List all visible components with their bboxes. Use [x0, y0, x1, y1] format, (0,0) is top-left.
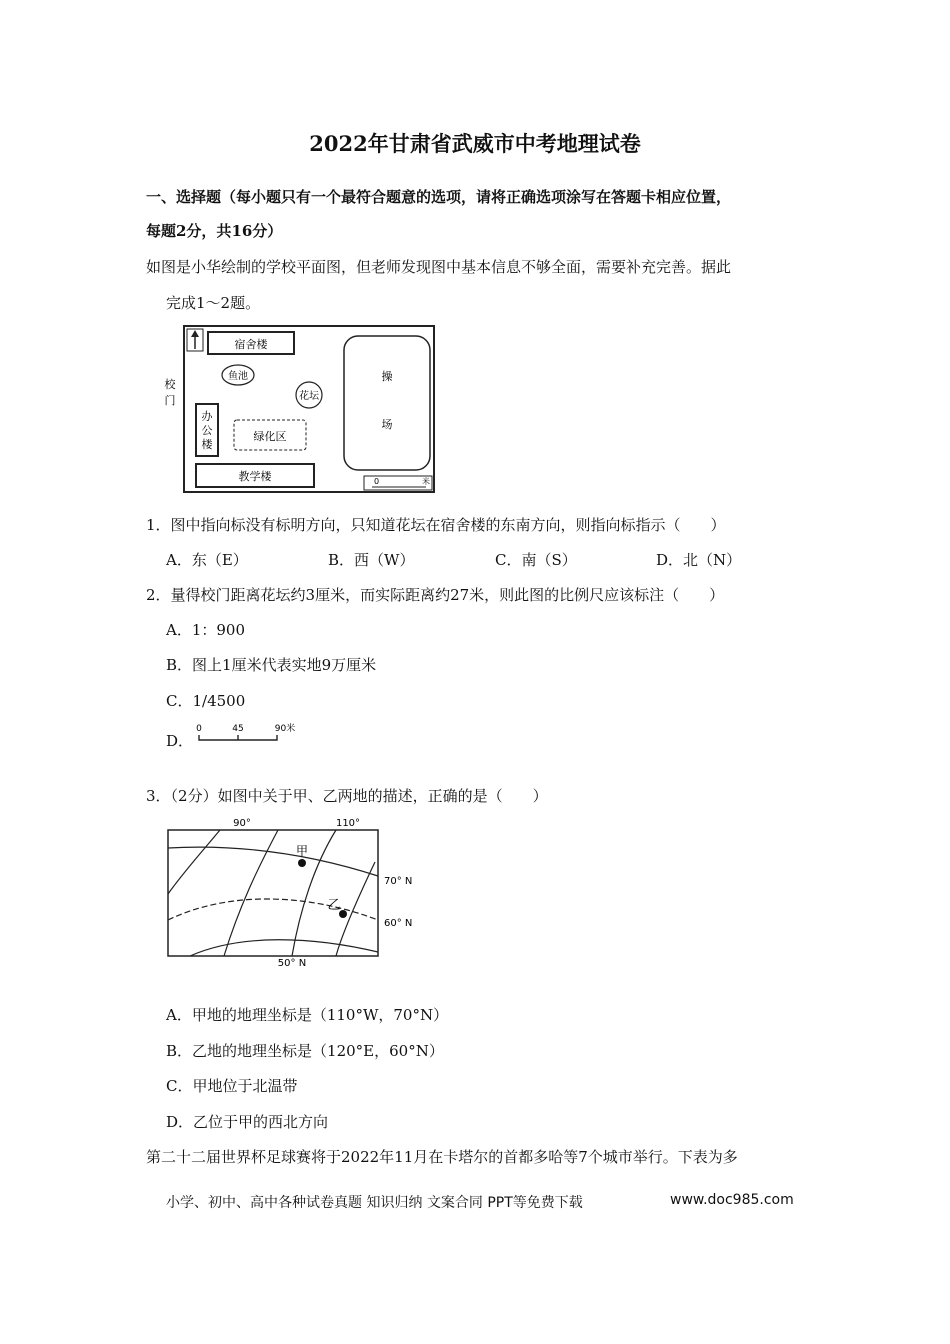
q2-option-a[interactable]: A．1：900: [166, 621, 246, 639]
gate-label-2: 门: [164, 394, 176, 407]
footer-text: 小学、初中、高中各种试卷真题 知识归纳 文案合同 PPT等免费下载: [166, 1195, 583, 1211]
teaching-label: 教学楼: [238, 470, 272, 483]
page-title: 2022年甘肃省武威市中考地理试卷: [309, 131, 641, 156]
question-3-stem: 3．（2分）如图中关于甲、乙两地的描述，正确的是（ ）: [146, 787, 548, 805]
lon-110: 110°: [335, 818, 361, 829]
scale-tick-0: 0: [196, 724, 202, 734]
q2-option-d[interactable]: D．: [166, 732, 194, 750]
office-label-3: 楼: [201, 438, 213, 451]
playground: [344, 336, 430, 470]
office-label-1: 办: [201, 410, 213, 423]
graticule-frame: [168, 830, 378, 956]
lat-50: 50° N: [277, 958, 307, 969]
q3-option-c[interactable]: C．甲地位于北温带: [166, 1077, 298, 1095]
scale-unit: 米: [422, 477, 430, 486]
q3-option-a[interactable]: A．甲地的地理坐标是（110°W，70°N）: [166, 1006, 449, 1024]
playground-label-1: 操: [381, 370, 393, 383]
q3-option-b[interactable]: B．乙地的地理坐标是（120°E，60°N）: [166, 1042, 444, 1060]
school-boundary: [184, 326, 434, 492]
flowerbed-label: 花坛: [299, 391, 319, 402]
intro-text: 如图是小华绘制的学校平面图，但老师发现图中基本信息不够全面，需要补充完善。据此: [146, 258, 732, 276]
q2-option-c[interactable]: C．1/4500: [166, 692, 246, 710]
green-area-label: 绿化区: [253, 430, 287, 443]
line-scale-icon: [193, 720, 303, 748]
q1-option-a[interactable]: A．东（E）: [166, 551, 248, 569]
fishpond-label: 鱼池: [228, 371, 248, 382]
label-yi: 乙: [327, 898, 341, 913]
gate-label-1: 校: [164, 378, 176, 391]
intro-text-cont: 完成1～2题。: [166, 294, 261, 312]
lon-90: 90°: [233, 818, 251, 829]
question-2-stem: 2．量得校门距离花坛约3厘米，而实际距离约27米，则此图的比例尺应该标注（ ）: [146, 586, 725, 604]
q3-option-d[interactable]: D．乙位于甲的西北方向: [166, 1113, 329, 1131]
label-jia: 甲: [295, 844, 309, 858]
q1-option-c[interactable]: C．南（S）: [495, 551, 577, 569]
dorm-label: 宿舍楼: [234, 338, 268, 351]
scale-tick-45: 45: [232, 724, 244, 734]
section-heading-cont: 每题2分，共16分）: [146, 222, 283, 240]
q1-option-b[interactable]: B．西（W）: [328, 551, 415, 569]
scale-zero: 0: [374, 477, 380, 486]
office-label-2: 公: [201, 424, 213, 437]
scale-tick-90: 90米: [274, 724, 296, 734]
intro-world-cup: 第二十二届世界杯足球赛将于2022年11月在卡塔尔的首都多哈等7个城市举行。下表为多: [146, 1148, 738, 1166]
graticule-map: [160, 814, 430, 970]
section-heading: 一、选择题（每小题只有一个最符合题意的选项，请将正确选项涂写在答题卡相应位置，: [146, 188, 732, 206]
question-1-stem: 1．图中指向标没有标明方向，只知道花坛在宿舍楼的东南方向，则指向标指示（ ）: [146, 516, 726, 534]
gate-opening: [185, 372, 188, 412]
q2-option-b[interactable]: B．图上1厘米代表实地9万厘米: [166, 656, 377, 674]
playground-label-2: 场: [381, 418, 393, 431]
direction-arrow-icon: [187, 329, 203, 351]
map-scale-bar: [364, 476, 432, 490]
lat-70: 70° N: [384, 876, 413, 887]
lat-60: 60° N: [384, 918, 413, 929]
point-jia: [298, 859, 306, 867]
footer-url[interactable]: www.doc985.com: [670, 1192, 794, 1208]
school-plan-map: [160, 322, 440, 498]
q1-option-d[interactable]: D．北（N）: [656, 551, 742, 569]
